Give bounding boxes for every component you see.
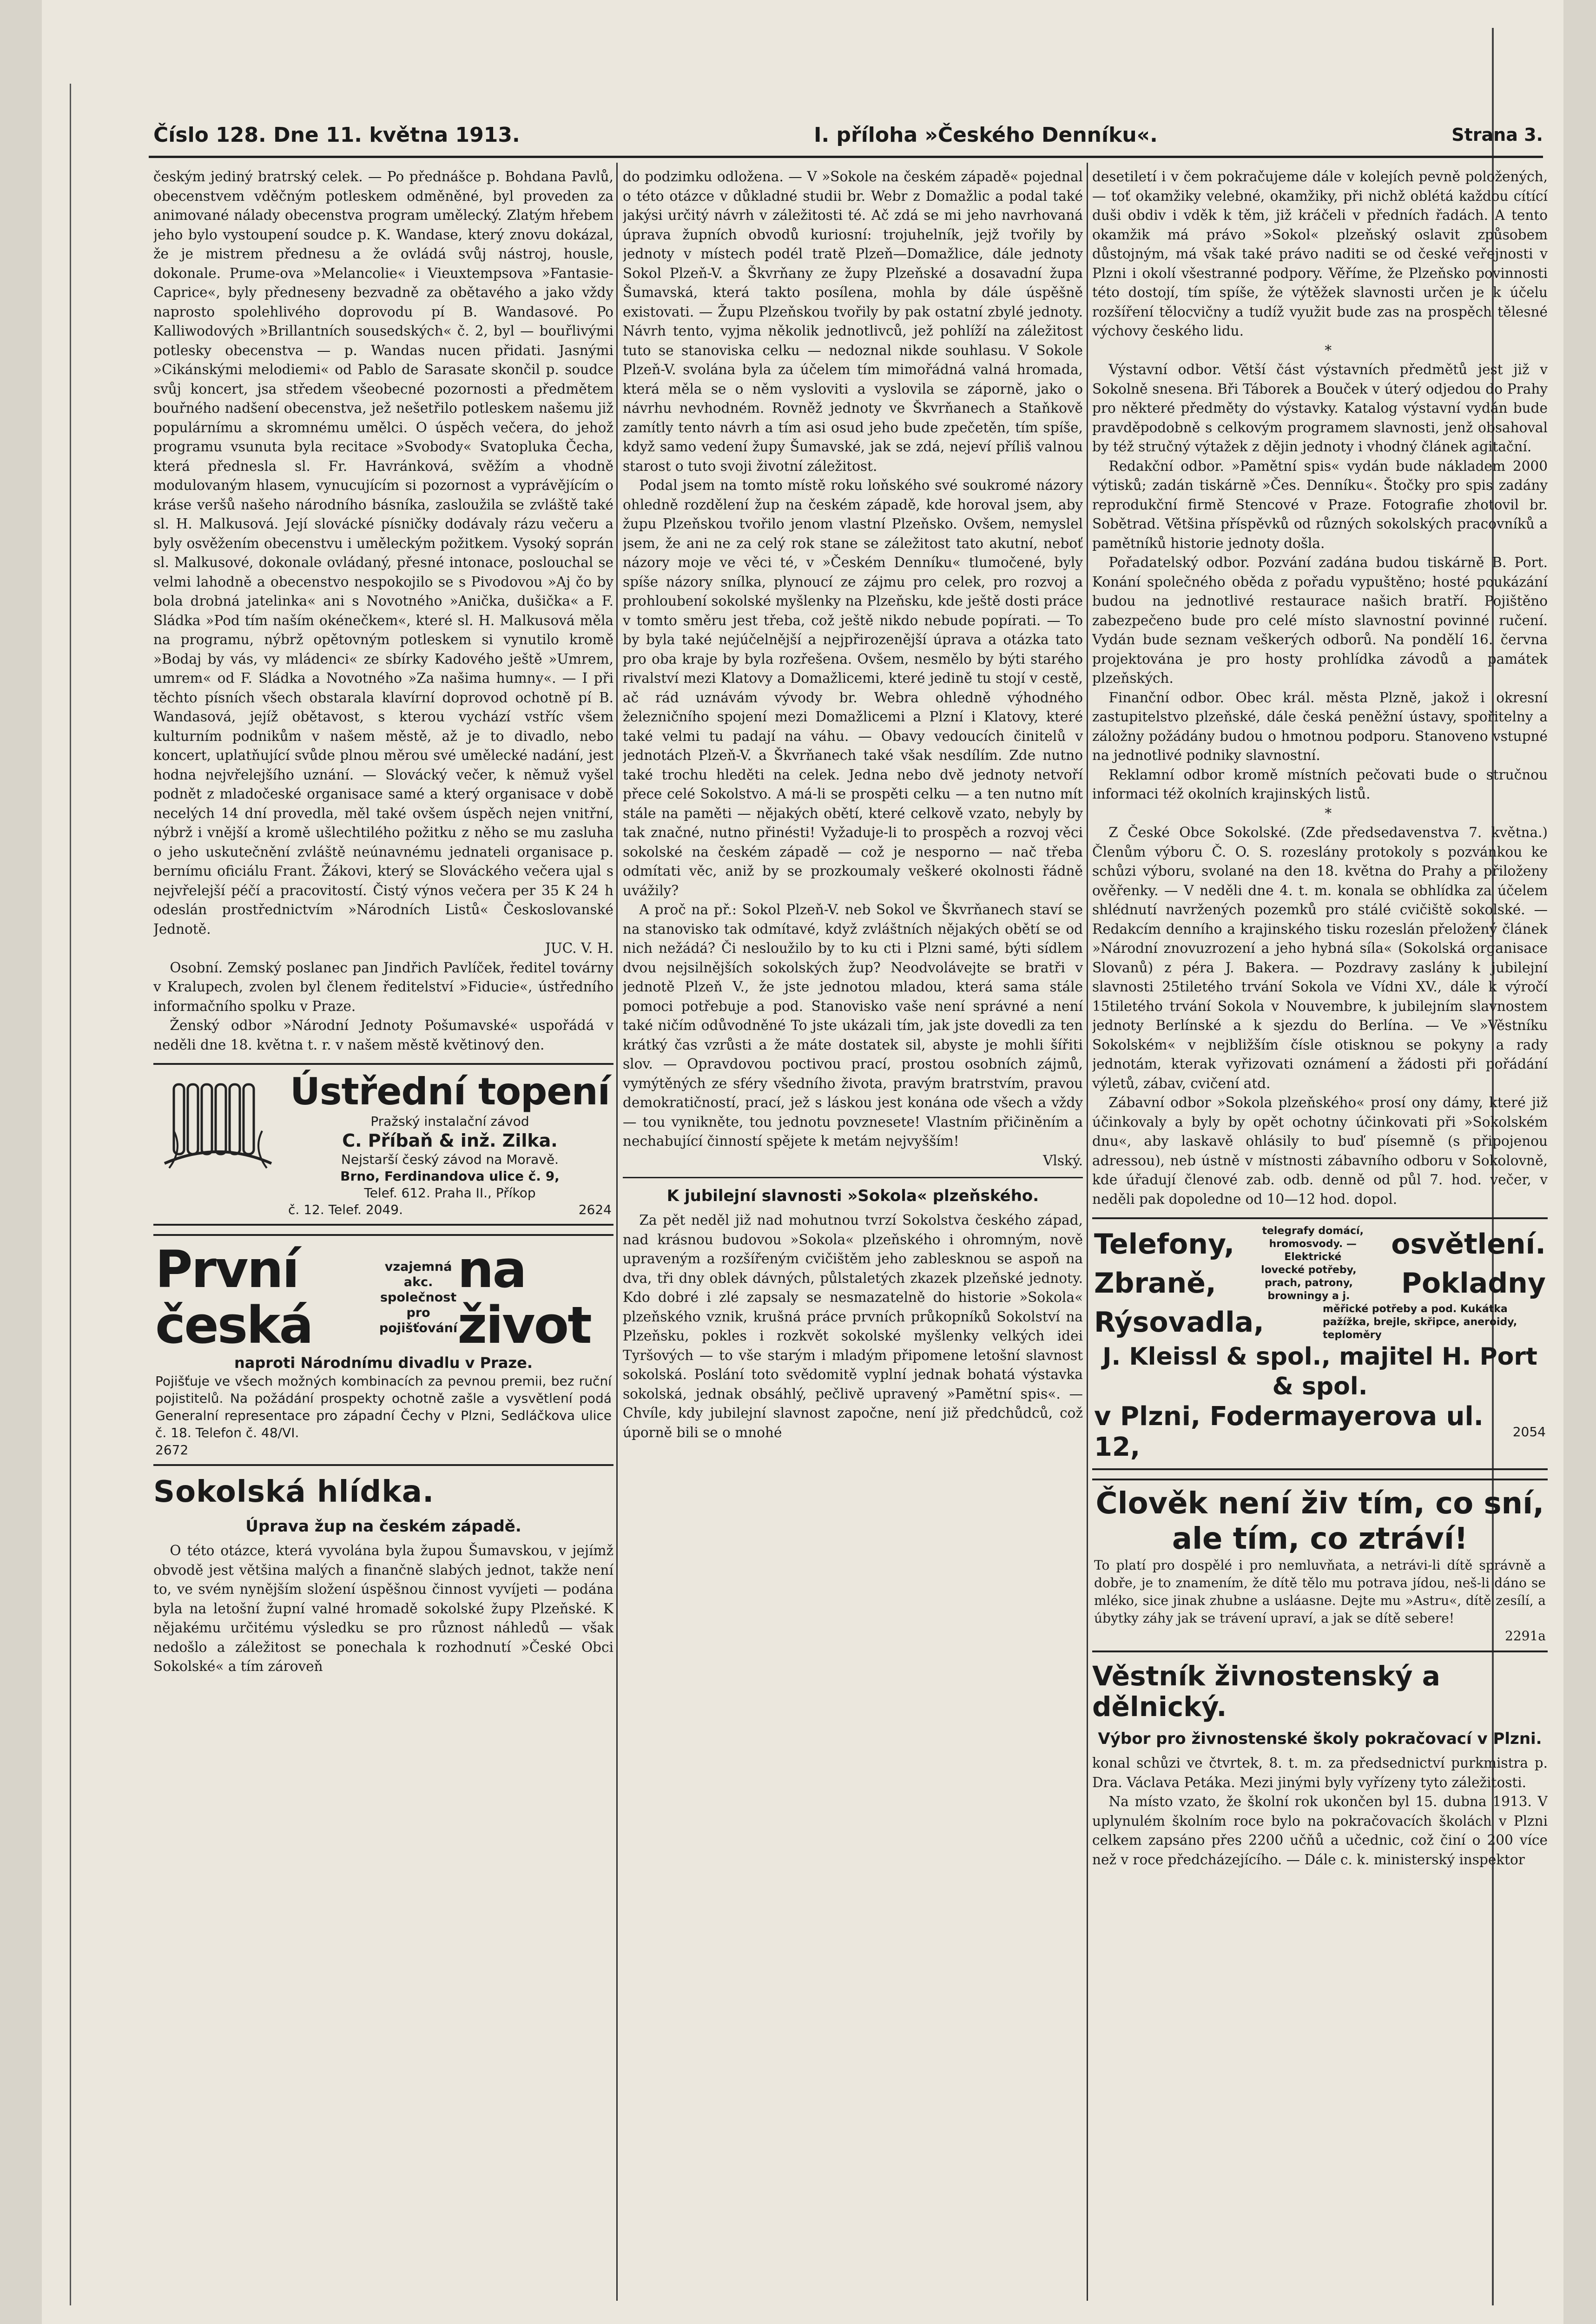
ad-body: To platí pro dospělé i pro nemluvňata, a netrávi-li dítě správně a dobře, je to znamením, že dítě tělo mu potrava jídou, neš-li dáno se mléko, sice jinak zhubne a usláasne. Dejte mu »Astru«, dítě zesílí, a úbytky záhy jak se trávení upraví, a jak se dítě sebere! <box>1094 1558 1546 1626</box>
notice-personal: Osobní. Zemský poslanec pan Jindřich Pavlíček, ředitel továrny v Kralupech, zvolen byl členem ředitelství »Fiducie«, ústředního informačního spolku v Praze. <box>153 959 613 1014</box>
ad-life-insurance <box>153 1234 613 1466</box>
article-headline: Úprava žup na českém západě. <box>245 1517 521 1536</box>
notice-advertising: Reklamní odbor kromě místních pečovati bude o stručnou informaci též okolních krajinských listů. <box>1092 766 1548 802</box>
issue-date: Číslo 128. Dne 11. května 1913. <box>153 123 520 147</box>
ad-title: Člověk není živ tím, co sní, ale tím, co ztráví! <box>1095 1486 1544 1556</box>
ad-address: v Plzni, Fodermayerova ul. 12, <box>1094 1401 1484 1462</box>
article-text: Za pět neděl již nad mohutnou tvrzí Sokolstva českého západ, nad krásnou budovou »Sokola« plzeňského i ohromným, nově upraveným a rozšířeným cvičištěm jeho zablesknou se aspoň na dva, tři dny oblek dávných, půlstaletých zkazek plzeňské jednoty. Kdo dobré i zlé zapsaly se nesmazatelně do historie »Sokola« plzeňského vznik, krušná práce prvních průkopníků Sokolství na Plzeňsku, pokles i rozkvět sokolské myšlenky velkých idei Tyršových — to vše starým i mladým připomene letošní slavnost sokolská. Poslání toto svědomitě vyplní jednak bohatá výstavka sokolská, jednak obsáhlý, pečlivě upravený »Pamětní spis«. — Chvíle, kdy jubilejní slavnost započne, není již předchůdců, což úporně bili se o mnohé <box>623 1212 1083 1440</box>
article-signature: Vlský. <box>1043 1152 1083 1169</box>
ad-body: Pojišťuje ve všech možných kombinacích za pevnou premii, bez ruční pojistitelů. Na požádání prospekty ochotně zašle a vysvětlení podá Generalní representace pro západní Čechy v Plzni, Sedláčkova ulice č. 18. Telefon č. 48/VI. <box>155 1373 612 1440</box>
notice-entertainment: Zábavní odbor »Sokola plzeňského« prosí ony dámy, které již účinkovaly a byly by opět ochotny účinkovati při »Sokolském dnu«, aby laskavě ohlásily to buď písemně (s připojenou adressou), neb ústně v místnosti zábavního odboru v Sokolovně, kde úřadují členové zab. odb. denně od půl 7. hod. večer, v neděli pak dopoledne od 10—12 hod. dopol. <box>1092 1095 1548 1207</box>
notice-sokol-union: Z České Obce Sokolské. (Zde předsedavenstva 7. května.) Členům výboru Č. O. S. rozeslány protokoly s pozvánkou ke schůzi výboru, svolané na den 18. května do Prahy a přiloženy ověřenky. — V neděli dne 4. t. m. konala se obhlídka za účelem shlédnutí navržených pozemků pro stálé cvičiště sokolské. — Redakcím denního a krajinského tisku rozeslán přeložený článek »Národní znovuzrození a jeho hybná síla« (Sokolská organisace Slovanů) z péra J. Bakera. — Pozdravy zaslány k jubilejní slavnosti 25tiletého trvání Sokola ve Vídni XV., dále k výročí 15tiletého trvání Sokola v Nouvembre, k jubilejním slavnostem jednoty Berlínské a k sjezdu do Berlína. — Ve »Věstníku Sokolském« v nejbližším čísle otisknou se pokyny a rady jednotám, kterak vyřizovati oznámení a žádosti při pořádání výletů, zábav, cvičení atd. <box>1092 825 1548 1091</box>
separator-star: * <box>1325 805 1332 821</box>
ad-item: Telefony, <box>1094 1228 1235 1261</box>
notice-womens-branch: Ženský odbor »Národní Jednoty Pošumavské« uspořádá v neděli dne 18. května t. r. v našem městě květinový den. <box>153 1017 613 1053</box>
ad-kleissl <box>1092 1217 1548 1470</box>
ad-item: osvětlení. <box>1391 1228 1546 1261</box>
article-text: Podal jsem na tomto místě roku loňského své soukromé názory ohledně rozdělení žup na českém západě, kde horoval jsem, aby župu Plzeňskou tvořilo jenom vlastní Plzeňsko. Ovšem, nemyslel jsem, že ani ne za celý rok stane se záležitost tato akutní, neboť názory moje ve věci té, v »Českém Denníku« tlumočené, byly spíše názory snílka, plynoucí ze zájmu pro celek, pro rozvoj a prohloubení sokolské myšlenky na Plzeňsku, kde ještě dosti práce v tomto směru jest třeba, což ještě nikdo nebude popírati. — To by byla také nejúčelnější a nejpřirozenější úprava a otázka tato pro oba kraje by byla rozřešena. Ovšem, nesmělo by býti starého rivalství mezi Klatovy a Domažlicemi, které jedině tu stojí v cestě, ač rád uznávám vývody br. Webra ohledně výhodného železničního spojení mezi Domažlicemi a Plzní i Klatovy, které také velmi tu padají na váhu. — Obavy vedoucích činitelů v jednotách Plzeň-V. a Škvrňanech také však nesdílím. Zde nutno také trochu hleděti na celek. Jedna nebo dvě jednoty netvoří přece celé Sokolstvo. A má-li se prospěti celku — a ten nutno mít stále na paměti — nějakých obětí, které celkově vzato, nebyly by tak značné, nutno přinésti! Vyžaduje-li to prospěch a rozvoj věci sokolské na českém západě — což je nesporno — nač třeba odmítati věc, aniž by se prozkoumaly veškeré okolnosti řádně uvážily? <box>623 477 1083 898</box>
column-rule <box>1087 163 1088 2301</box>
notice-organizers: Pořadatelský odbor. Pozvání zadána budou tiskárně B. Port. Konání společného oběda z pořadu vypuštěno; hosté poukázání budou na jednotlivé restaurace našich bratří. Pojištěno zabezpečeno bude pro celé místo slavnostní povinné ručení. Vydán bude seznam veškerých odborů. Na pondělí 16. června projektována je pro hosty prohlídka závodů a památek plzeňských. <box>1092 555 1548 686</box>
ad-item: Zbraně, <box>1094 1267 1216 1300</box>
section-title-sokol: Sokolská hlídka. <box>153 1475 435 1509</box>
column-rule <box>616 163 618 2301</box>
scan-edge-right <box>1563 0 1596 2324</box>
ad-code: 2054 <box>1512 1424 1546 1440</box>
ad-central-heating <box>153 1063 613 1226</box>
separator-star: * <box>1325 342 1332 358</box>
article-text: českým jediný bratrský celek. — Po přednášce p. Bohdana Pavlů, obecenstvem vděčným potleskem odměněné, byl proveden za animované nálady obecenstva program umělecký. Zlatým hřebem jeho bylo vystoupení soudce p. K. Wandase, který znovu dokázal, že je mistrem přednesu a že ovládá svůj nástroj, housle, dokonale. Prume-ova »Melancolie« i Vieuxtempsova »Fantasie-Caprice«, byly předneseny bezvadně za obětavého a jako vždy naprosto spolehlivého doprovodu pí B. Wandasové. Po Kalliwodových »Brillantních sousedských« č. 2, byl — bouřlivými potlesky obecenstva — p. Wandas nucen přidati. Jasnými »Cikánskými melodiemi« od Pablo de Sarasate skončil p. soudce svůj koncert, jsa středem všeobecné pozornosti a předmětem bouřného nadšení obecenstva, jež nešetřilo potleskem našemu již populárnímu a skromnému umělci. O úspěch večera, do jehož programu vsunuta byla recitace »Svobody« Svatopluka Čecha, která přednesla sl. Fr. Havránková, svěžím a vhodně modulovaným hlasem, vynucujícím si pozornost a vyprávějícím o kráse veršů našeho národního básníka, zasloužila se zvláště také sl. H. Malkusová. Její slovácké písničky dodávaly rázu večeru a byly osvěžením obecenstvu i uměleckým požitkem. Vysoký soprán sl. Malkusové, dokonale ovládaný, přesné intonace, poslouchal se velmi lahodně a obecenstvo nespokojilo se s Pivodovou »Aj čo by bola drobná jatelinka« ani s Novotného »Anička, dušička« a F. Sládka »Pod tím naším okénečkem«, které sl. H. Malkusová měla na programu, nýbrž opětovným potleskem si vynutilo kromě »Bodaj by vás, vy mládenci« ze sbírky Kadového ještě »Umrem, umrem« od F. Sládka a Novotného »Za našima humny«. — I při těchto písních všech obstarala klavírní doprovod ochotně pí B. Wandasová, jejíž obětavost, s kterou vychází vstříc všem kulturním podnikům v našem městě, až je to divadlo, nebo koncert, uplatňující svůde plnou měrou své umělecké nadání, jest hodna nejvřelejšího uznání. — Slovácký večer, k němuž vyšel podnět z mladočeské organisace samé a který organisace v době necelých 14 dní provedla, měl také ovšem úspěch nejen vnitřní, nýbrž i vnější a kromě ušlechtilého požitku z něho se mu zasluha o jeho uskutečnění zvláště neúnavnému jednateli organisace p. bernímu oficiálu Frant. Žákovi, který se Slováckého večera ujal s nejvřelejší péčí a pracovitostí. Čistý výnos večera per 35 K 24 h odeslán prostřednictvím »Národních Listů« Českoslovanské Jednotě. <box>153 169 613 937</box>
supplement-title: I. příloha »Českého Denníku«. <box>814 123 1158 147</box>
ad-code: 2291a <box>1505 1628 1546 1644</box>
article-text: Na místo vzato, že školní rok ukončen byl 15. dubna 1913. V uplynulém školním roce bylo na pokračovacích školách v Plzni celkem zapsáno přes 2200 učňů a učednic, což činí o 200 více než v roce předcházejícího. — Dále c. k. ministerský inspektor <box>1092 1794 1548 1868</box>
ad-code: 2672 <box>155 1442 189 1458</box>
notice-editorial: Redakční odbor. »Pamětní spis« vydán bude nákladem 2000 výtisků; zadán tiskárně »Čes. Denníku«. Štočky pro spis zadány reprodukční firmě Stencové v Praze. Fotografie zhotovil br. Sobětrad. Většina příspěvků od různých sokolských pracovníků a pamětníků historie jednoty došla. <box>1092 458 1548 551</box>
ad-item-desc: měřické potřeby a pod. Kukátka pažížka, brejle, skřipce, aneroidy, teploměry <box>1323 1303 1517 1341</box>
ad-line: Brno, Ferdinandova ulice č. 9, <box>340 1169 560 1184</box>
ad-title-left: První česká <box>155 1240 312 1355</box>
page-header <box>153 119 1543 151</box>
ad-item: Rýsovadla, <box>1094 1306 1264 1339</box>
ad-item: Pokladny <box>1401 1267 1546 1300</box>
notice-exhibition: Výstavní odbor. Větší část výstavních předmětů jest již v Sokolně snesena. Bři Táborek a Bouček v úterý odjedou do Prahy pro některé předměty do výstavky. Katalog výstavní vydán bude pravděpodobně s celkovým programem slavnosti, jenž obsahoval by též stručný výtažek z dějin jednoty i vhodný článek agitační. <box>1092 362 1548 455</box>
notice-finance: Finanční odbor. Obec král. města Plzně, jakož i okresní zastupitelstvo plzeňské, dále česká peněžní ústavy, spořitelny a záložny požádány budou o hmotnou podporu. Stanoveno vstupné na jednotlivé podniky slavnostní. <box>1092 689 1548 763</box>
ad-firm: J. Kleissl & spol., majitel H. Port & spol. <box>1102 1343 1537 1400</box>
scan-edge-left <box>0 0 42 2324</box>
ad-subtitle: Pražský instalační závod <box>370 1114 529 1129</box>
column-3 <box>1092 167 1548 2305</box>
ad-address: naproti Národnímu divadlu v Praze. <box>234 1354 533 1372</box>
ad-title-middle: vzajemná akc. společnost pro pojišťování <box>379 1259 458 1335</box>
ad-code: 2624 <box>578 1202 612 1217</box>
ad-item-desc: telegrafy domácí, hromosvody. — Elektrické <box>1262 1225 1364 1263</box>
article-text: A proč na př.: Sokol Plzeň-V. neb Sokol ve Škvrňanech staví se na stanovisko tak odmítavé, když zvláštních nějakých obětí se od nich nežádá? Či nesloužilo by to ku cti i Plzni samé, býti sídlem dvou nejsilnějších sokolských žup? Neodvolávejte se bratři v jednotě Plzeň V., že jste jednotou mladou, která sama stále pomoci potřebuje a pod. Stanovisko vaše není správné a není také ničím odůvodněné To jste ukázali tím, jak jste dovedli za ten krátký čas vzrůsti a že máte dostatek sil, abyste je mohli šířiti slov. — Opravdovou poctivou prací, prostou osobních zájmů, vymýtěných ze sféry všedního života, pravým bratrstvím, pravou demokratičností, prací, jež s láskou jest konána ode všech a vždy — tou vynikněte, tou jednotu povznesete! Vlastním přičiněním a nechabující činností spějete k metám nejvyšším! <box>623 902 1083 1149</box>
article-text: desetiletí i v čem pokračujeme dále v kolejích pevně položených, — toť okamžiky velebné, okamžiky, při nichž oblétá každou cítící duši obdiv i vděk k těm, již kráčeli v předních řadách. A tento okamžik má právo »Sokol« plzeňský oslavit způsobem důstojným, má však také právo naditi se od české veřejnosti v Plzni i okolí všestranné podpory. Věříme, že Plzeňsko povinnosti této dostojí, tím spíše, že výtěžek slavnosti určen je k účelu rozšíření tělocvičny a tudíž využit bude zas na prospěch tělesné výchovy českého lidu. <box>1092 169 1548 339</box>
article-headline: K jubilejní slavnosti »Sokola« plzeňského. <box>623 1177 1083 1206</box>
article-signature: JUC. V. H. <box>545 940 613 956</box>
ad-line: Telef. 612. Praha II., Příkop <box>364 1185 536 1201</box>
ad-astra <box>1092 1479 1548 1652</box>
ad-firm: C. Příbaň & inž. Zilka. <box>342 1130 558 1151</box>
ad-item-desc: lovecké potřeby, prach, patrony, browningy a j. <box>1261 1264 1357 1302</box>
article-text: konal schůzi ve čtvrtek, 8. t. m. za předsednictví purkmistra p. Dra. Václava Petáka. Mezi jinými byly vyřízeny tyto záležitosti. <box>1092 1755 1548 1790</box>
header-rule <box>149 156 1543 158</box>
scan-fold-left <box>70 84 71 2305</box>
column-2 <box>623 167 1083 2305</box>
ad-title-right: na život <box>457 1240 591 1355</box>
ad-line: č. 12. Telef. 2049. <box>288 1202 403 1217</box>
ad-line: Nejstarší český závod na Moravě. <box>341 1152 559 1167</box>
column-1 <box>153 167 613 2305</box>
section-title-trade: Věstník živnostenský a dělnický. <box>1092 1660 1440 1723</box>
article-text: O této otázce, která vyvolána byla župou Šumavskou, v jejímž obvodě jest většina malých a finančně slabých jednot, takže není to, ve svém nynějším složení úspěšnou činnost vyvíjeti — podána byla na letošní župní valné hromadě sokolské župy Plzeňské. K nějakému určitému výsledku se pro různost náhledů — však nedošlo a záležitost se ponechala k rozhodnutí »České Obci Sokolské« a tím zároveň <box>153 1543 613 1674</box>
page-number: Strana 3. <box>1451 125 1543 145</box>
radiator-icon <box>155 1070 281 1177</box>
ad-title: Ústřední topení <box>290 1070 610 1113</box>
article-headline: Výbor pro živnostenské školy pokračovací v Plzni. <box>1098 1730 1542 1748</box>
article-text: do podzimku odložena. — V »Sokole na českém západě« pojednal o této otázce v důkladné studii br. Webr z Domažlic a podal také jakýsi určitý návrh v záležitosti té. Ač zdá se mi jeho navrhovaná úprava župních obvodů kuriosní: trojuhelník, jejž tvořily by jednoty v místech podél tratě Plzeň—Domažlice, dále jednoty Sokol Plzeň-V. a Škvrňany ze župy Plzeňské a dosavadní župa Šumavská, která takto posílena, mohla by dále úspěšně existovati. — Župu Plzeňskou tvořily by pak ostatní zbylé jednoty. Návrh tento, vyjma několik jednotlivců, jež pohlíží na záležitost tuto se stanoviska celku — nedoznal nikde souhlasu. V Sokole Plzeň-V. svolána byla za účelem tím mimořádná valná hromada, která měla se o něm vysloviti a vyslovila se záporně, jako o návrhu nevhodném. Rovněž jednoty ve Škvrňanech a Staňkově zamítly tento návrh a tím asi osud jeho bude zpečetěn, tím spíše, když samo vedení župy Šumavské, jak se zdá, nejeví příliš valnou starost o tuto svoji životní záležitost. <box>623 169 1083 474</box>
